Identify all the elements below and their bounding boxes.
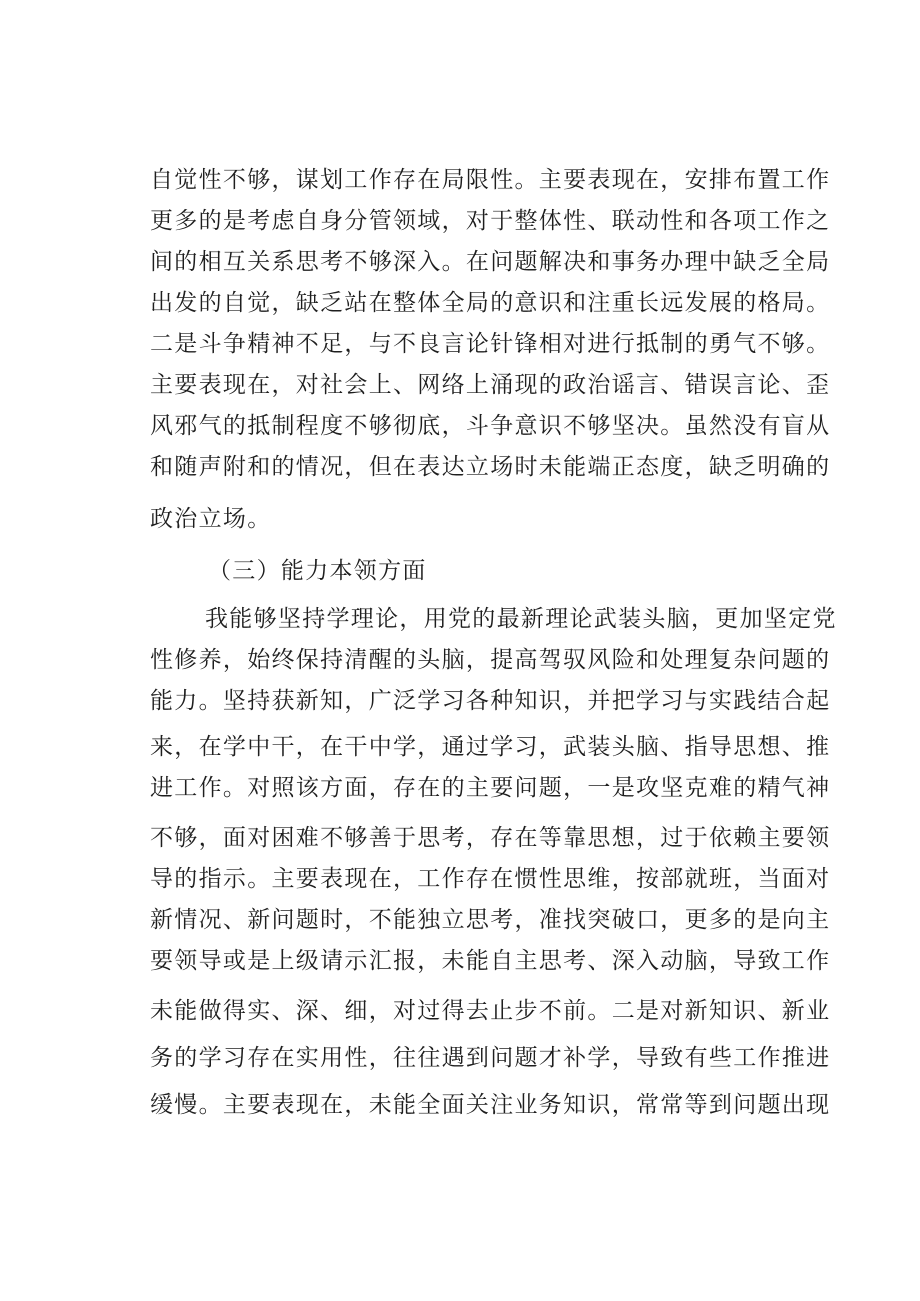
text-line: 政治立场。 [150,506,272,532]
text-line: 能力。坚持获新知，广泛学习各种知识，并把学习与实践结合起 [150,688,831,714]
text-line: 务的学习存在实用性，往往遇到问题才补学，导致有些工作推进 [150,1045,831,1071]
text-line: 要领导或是上级请示汇报，未能自主思考、深入动脑，导致工作 [150,948,831,974]
text-line: 间的相互关系思考不够深入。在问题解决和事务办理中缺乏全局 [150,249,831,275]
text-line: 新情况、新问题时，不能独立思考，准找突破口，更多的是向主 [150,907,831,933]
section-heading: （三）能力本领方面 [208,558,427,584]
text-line: 性修养，始终保持清醒的头脑，提高驾驭风险和处理复杂问题的 [150,647,831,673]
text-line: 和随声附和的情况，但在表达立场时未能端正态度，缺乏明确的 [150,454,831,480]
text-line: 不够，面对困难不够善于思考，存在等靠思想，过于依赖主要领 [150,825,831,851]
text-line: 来，在学中干，在干中学，通过学习，武装头脑、指导思想、推 [150,734,831,760]
text-line: 进工作。对照该方面，存在的主要问题，一是攻坚克难的精气神 [150,775,831,801]
text-line: 导的指示。主要表现在，工作存在惯性思维，按部就班，当面对 [150,866,831,892]
text-line: 更多的是考虑自身分管领域，对于整体性、联动性和各项工作之 [150,208,831,234]
text-line: 风邪气的抵制程度不够彻底，斗争意识不够坚决。虽然没有盲从 [150,413,831,439]
text-line: 主要表现在，对社会上、网络上涌现的政治谣言、错误言论、歪 [150,372,831,398]
text-line: 未能做得实、深、细，对过得去止步不前。二是对新知识、新业 [150,998,831,1024]
paragraph-first-line: 我能够坚持学理论，用党的最新理论武装头脑，更加坚定党 [205,606,837,632]
text-line: 二是斗争精神不足，与不良言论针锋相对进行抵制的勇气不够。 [150,331,831,357]
text-line: 自觉性不够，谋划工作存在局限性。主要表现在，安排布置工作 [150,167,831,193]
text-line: 出发的自觉，缺乏站在整体全局的意识和注重长远发展的格局。 [150,290,831,316]
text-line: 缓慢。主要表现在，未能全面关注业务知识，常常等到问题出现 [150,1092,831,1118]
